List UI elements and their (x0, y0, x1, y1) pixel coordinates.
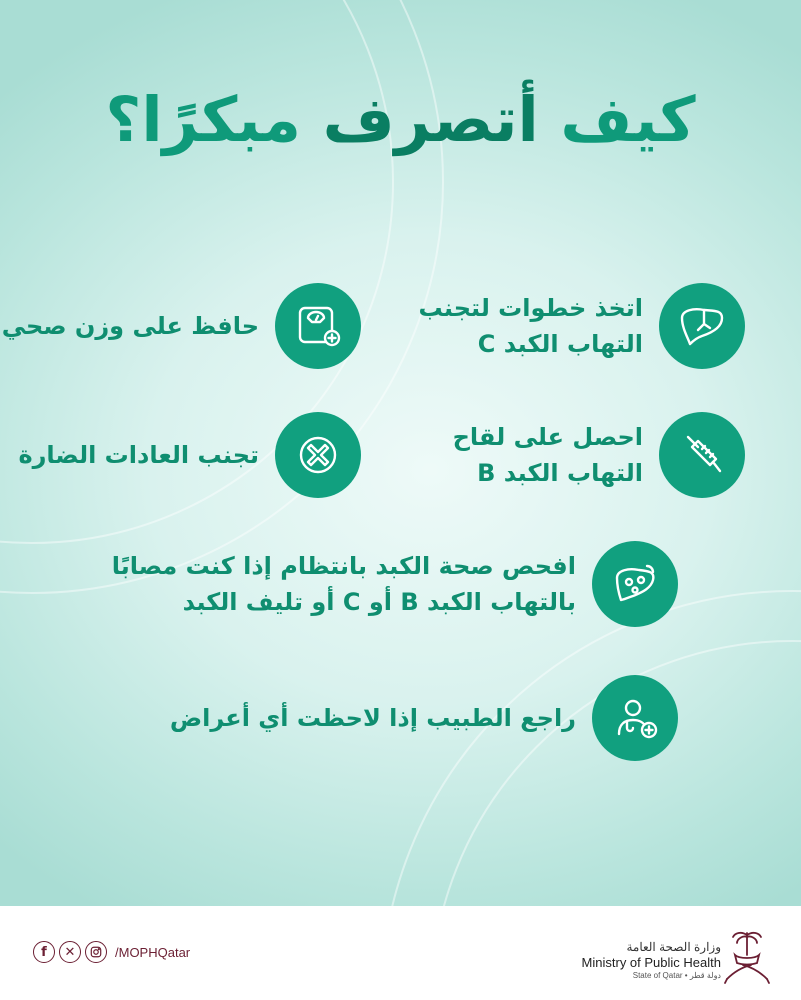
tip-label (419, 290, 643, 362)
social-handle[interactable]: /MOPHQatar (115, 944, 191, 960)
tip-label (18, 437, 259, 473)
tip-label-line: بالتهاب الكبد B أو C أو تليف الكبد (182, 588, 576, 616)
syringe-icon (659, 412, 745, 498)
title-part2: مبكرًا؟ (105, 83, 301, 156)
tip-item-avoid-hepatitis-c (419, 283, 745, 369)
tip-item-see-doctor (170, 675, 678, 761)
x-icon[interactable]: ✕ (59, 941, 81, 963)
state-name: State of Qatar • دولة قطر (632, 971, 721, 980)
ministry-name-ar: وزارة الصحة العامة (626, 940, 721, 954)
ministry-logo-text (582, 940, 721, 981)
social-links (33, 941, 190, 963)
title-part1: كيف (560, 83, 696, 156)
liver-check-icon (592, 541, 678, 627)
tip-label (2, 308, 259, 344)
page-title (0, 80, 801, 161)
tip-label (170, 700, 576, 736)
liver-icon (659, 283, 745, 369)
ministry-name-en: Ministry of Public Health (581, 955, 721, 970)
instagram-icon[interactable] (85, 941, 107, 963)
tip-item-regular-liver-check (112, 541, 678, 627)
tip-label-line: احصل على لقاح (452, 423, 643, 451)
tip-label-line: حافظ على وزن صحي (1, 312, 259, 340)
title-highlight: أتصرف (322, 83, 539, 156)
tip-label-line: تجنب العادات الضارة (18, 441, 259, 469)
tip-label (453, 419, 643, 491)
tip-label-line: التهاب الكبد C (477, 330, 643, 358)
tip-item-healthy-weight (2, 283, 361, 369)
facebook-icon[interactable]: f (33, 941, 55, 963)
tip-label-line: افحص صحة الكبد بانتظام إذا كنت مصابًا (111, 552, 576, 580)
scale-icon (275, 283, 361, 369)
tip-label-line: التهاب الكبد B (477, 459, 643, 487)
cross-circle-icon (275, 412, 361, 498)
doctor-icon (592, 675, 678, 761)
tip-label-line: راجع الطبيب إذا لاحظت أي أعراض (169, 704, 576, 732)
tip-label (112, 548, 576, 620)
tip-item-avoid-harmful-habits (18, 412, 361, 498)
qatar-emblem-icon (721, 925, 773, 987)
tip-label-line: اتخذ خطوات لتجنب (418, 294, 643, 322)
tip-item-hepatitis-b-vaccine (453, 412, 745, 498)
